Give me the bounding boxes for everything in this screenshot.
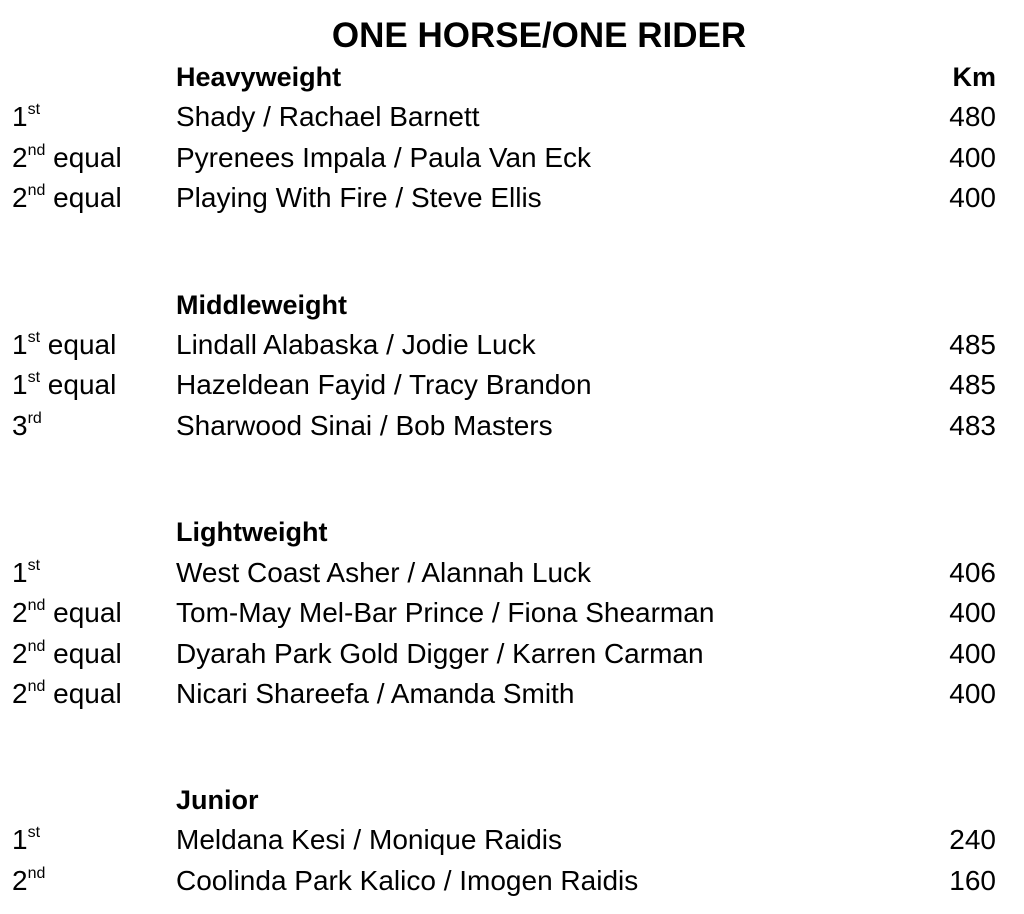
result-row [0, 325, 1024, 365]
horse-rider: Playing With Fire / Steve Ellis [176, 182, 542, 213]
horse-rider: Dyarah Park Gold Digger / Karren Carman [176, 638, 704, 669]
horse-rider: Shady / Rachael Barnett [176, 101, 480, 132]
placing: 1st [12, 557, 41, 588]
result-row [0, 634, 1024, 674]
distance-km: 400 [949, 678, 996, 709]
horse-rider: Coolinda Park Kalico / Imogen Raidis [176, 865, 639, 896]
result-row [0, 178, 1024, 218]
placing: 1st [12, 101, 41, 132]
placing: 1st [12, 824, 41, 855]
horse-rider: Lindall Alabaska / Jodie Luck [176, 329, 536, 360]
result-row [0, 593, 1024, 633]
distance-km: 400 [949, 638, 996, 669]
distance-km: 483 [949, 410, 996, 441]
placing: 1st equal [12, 369, 117, 400]
result-row [0, 820, 1024, 860]
horse-rider: Sharwood Sinai / Bob Masters [176, 410, 553, 441]
placing: 2nd equal [12, 142, 122, 173]
horse-rider: Meldana Kesi / Monique Raidis [176, 824, 562, 855]
distance-km: 400 [949, 597, 996, 628]
placing: 2nd equal [12, 597, 122, 628]
distance-km: 480 [949, 101, 996, 132]
result-row [0, 406, 1024, 446]
horse-rider: Hazeldean Fayid / Tracy Brandon [176, 369, 592, 400]
result-row [0, 861, 1024, 901]
result-row [0, 553, 1024, 593]
placing: 3rd [12, 410, 42, 441]
result-row [0, 97, 1024, 137]
result-row [0, 365, 1024, 405]
placing: 2nd equal [12, 678, 122, 709]
distance-km: 400 [949, 142, 996, 173]
horse-rider: West Coast Asher / Alannah Luck [176, 557, 592, 588]
section-heading-junior: Junior [176, 785, 259, 815]
horse-rider: Tom-May Mel-Bar Prince / Fiona Shearman [176, 597, 715, 628]
result-row [0, 674, 1024, 714]
page-title: ONE HORSE/ONE RIDER [331, 16, 747, 55]
horse-rider: Pyrenees Impala / Paula Van Eck [176, 142, 592, 173]
distance-km: 406 [949, 557, 996, 588]
distance-km: 160 [949, 865, 996, 896]
placing: 2nd [12, 865, 46, 896]
distance-km: 400 [949, 182, 996, 213]
distance-km: 485 [949, 369, 996, 400]
section-heading-lightweight: Lightweight [176, 517, 328, 547]
placing: 1st equal [12, 329, 117, 360]
section-heading-middleweight: Middleweight [176, 290, 347, 320]
placing: 2nd equal [12, 638, 122, 669]
distance-km: 240 [949, 824, 996, 855]
placing: 2nd equal [12, 182, 122, 213]
km-column-header: Km [952, 62, 996, 92]
result-row [0, 138, 1024, 178]
distance-km: 485 [949, 329, 996, 360]
section-heading-heavyweight: Heavyweight [176, 62, 342, 92]
horse-rider: Nicari Shareefa / Amanda Smith [176, 678, 575, 709]
